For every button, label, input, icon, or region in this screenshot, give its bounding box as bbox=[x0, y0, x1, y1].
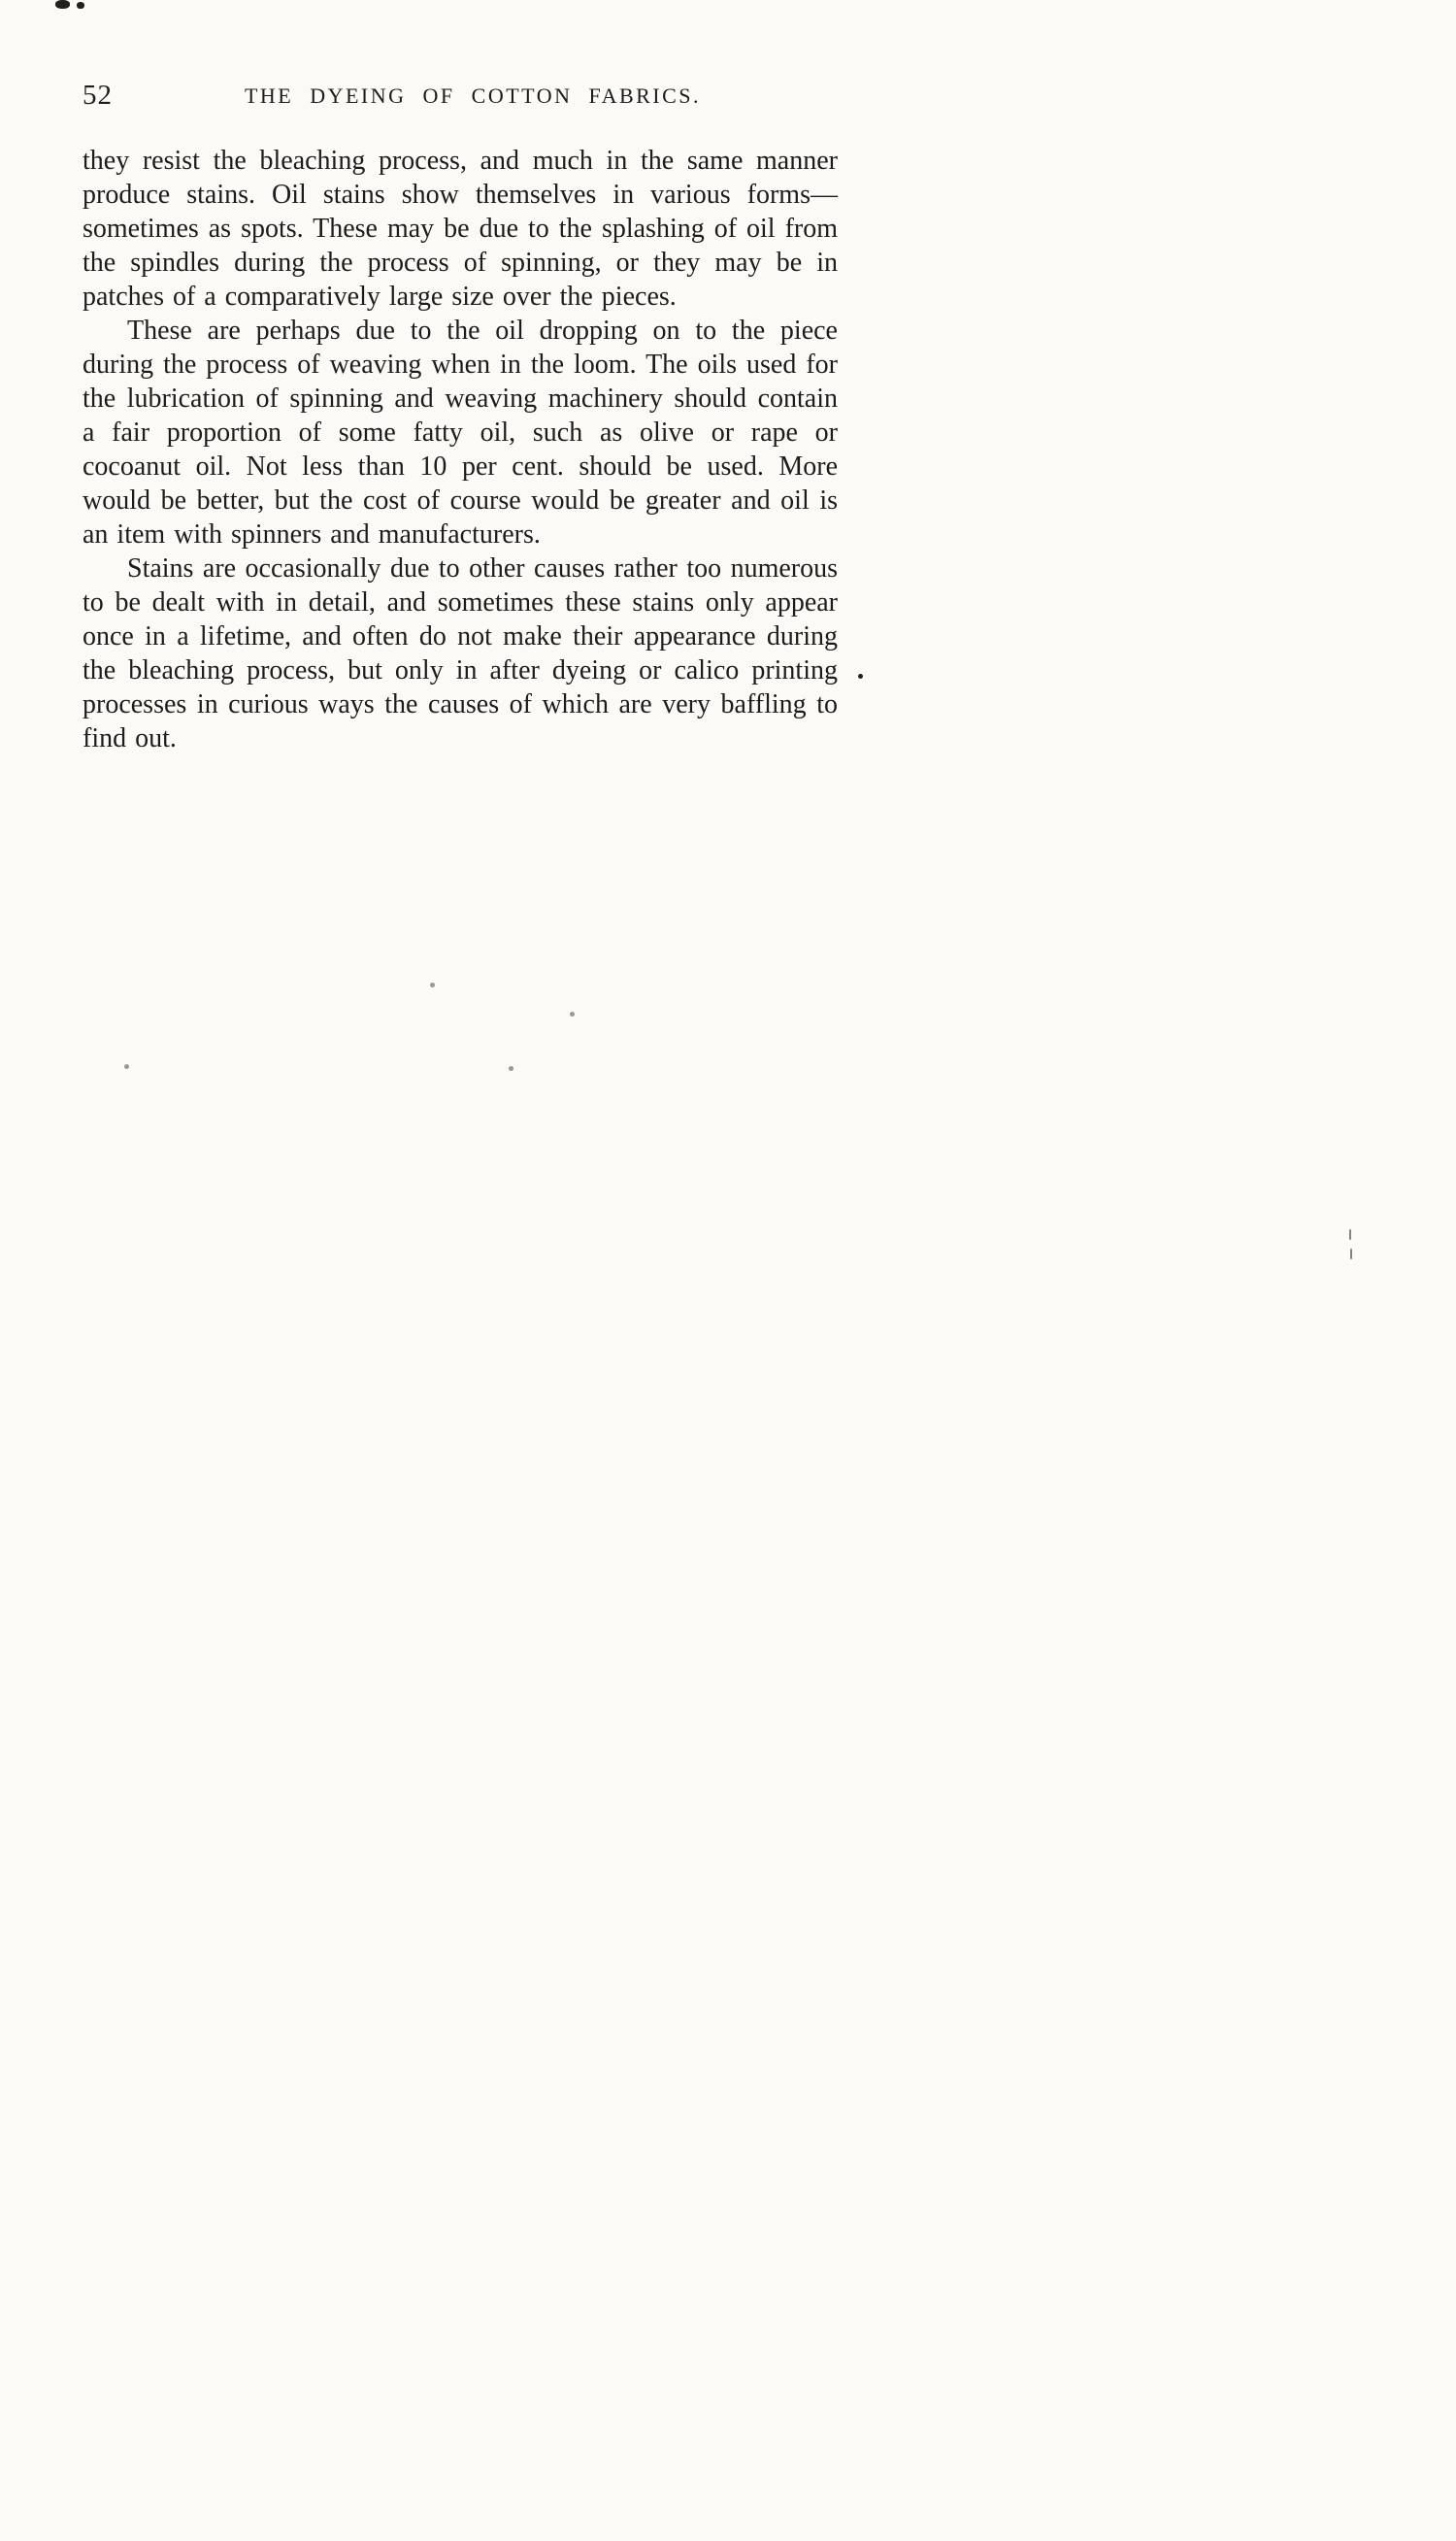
paragraph-continuation: they resist the bleaching process, and much in the same manner produce stains. Oil stains show themselves in various forms—sometimes as spots. These may be due to the splashing of oil from the spindles during the process of spinning, or they may be in patches of a comparatively large size over the pieces. bbox=[83, 146, 838, 312]
paragraph-oil-dropping: These are perhaps due to the oil dropping on to the piece during the process of weaving when in the loom. The oils used for the lubrication of spinning and weaving machinery should contain a fair proportion of some fatty oil, such as olive or rape or cocoanut oil. Not less than 10 per cent. should be used. More would be better, but the cost of course would be greater and oil is an item with spinners and manufacturers. bbox=[83, 316, 838, 550]
scan-artifact bbox=[430, 983, 435, 987]
running-header bbox=[83, 78, 838, 118]
page-number: 52 bbox=[83, 80, 113, 111]
scan-artifact bbox=[858, 674, 863, 679]
running-header-title: THE DYEING OF COTTON FABRICS. bbox=[244, 84, 702, 108]
scan-artifact bbox=[570, 1012, 575, 1017]
scan-artifact bbox=[509, 1066, 513, 1071]
scan-artifact bbox=[1350, 1249, 1352, 1259]
scan-artifact bbox=[1349, 1229, 1351, 1240]
scan-artifact bbox=[77, 2, 84, 9]
scan-artifact bbox=[124, 1064, 129, 1069]
scan-artifact bbox=[55, 0, 70, 9]
paragraph-other-causes: Stains are occasionally due to other causes rather too numerous to be dealt with in detail, and sometimes these stains only appear once in a lifetime, and often do not make their appearance during the bleaching process, but only in after dyeing or calico printing processes in curious ways the causes of which are very baffling to find out. bbox=[83, 553, 838, 753]
text-block bbox=[83, 78, 838, 755]
page-body bbox=[83, 144, 838, 755]
